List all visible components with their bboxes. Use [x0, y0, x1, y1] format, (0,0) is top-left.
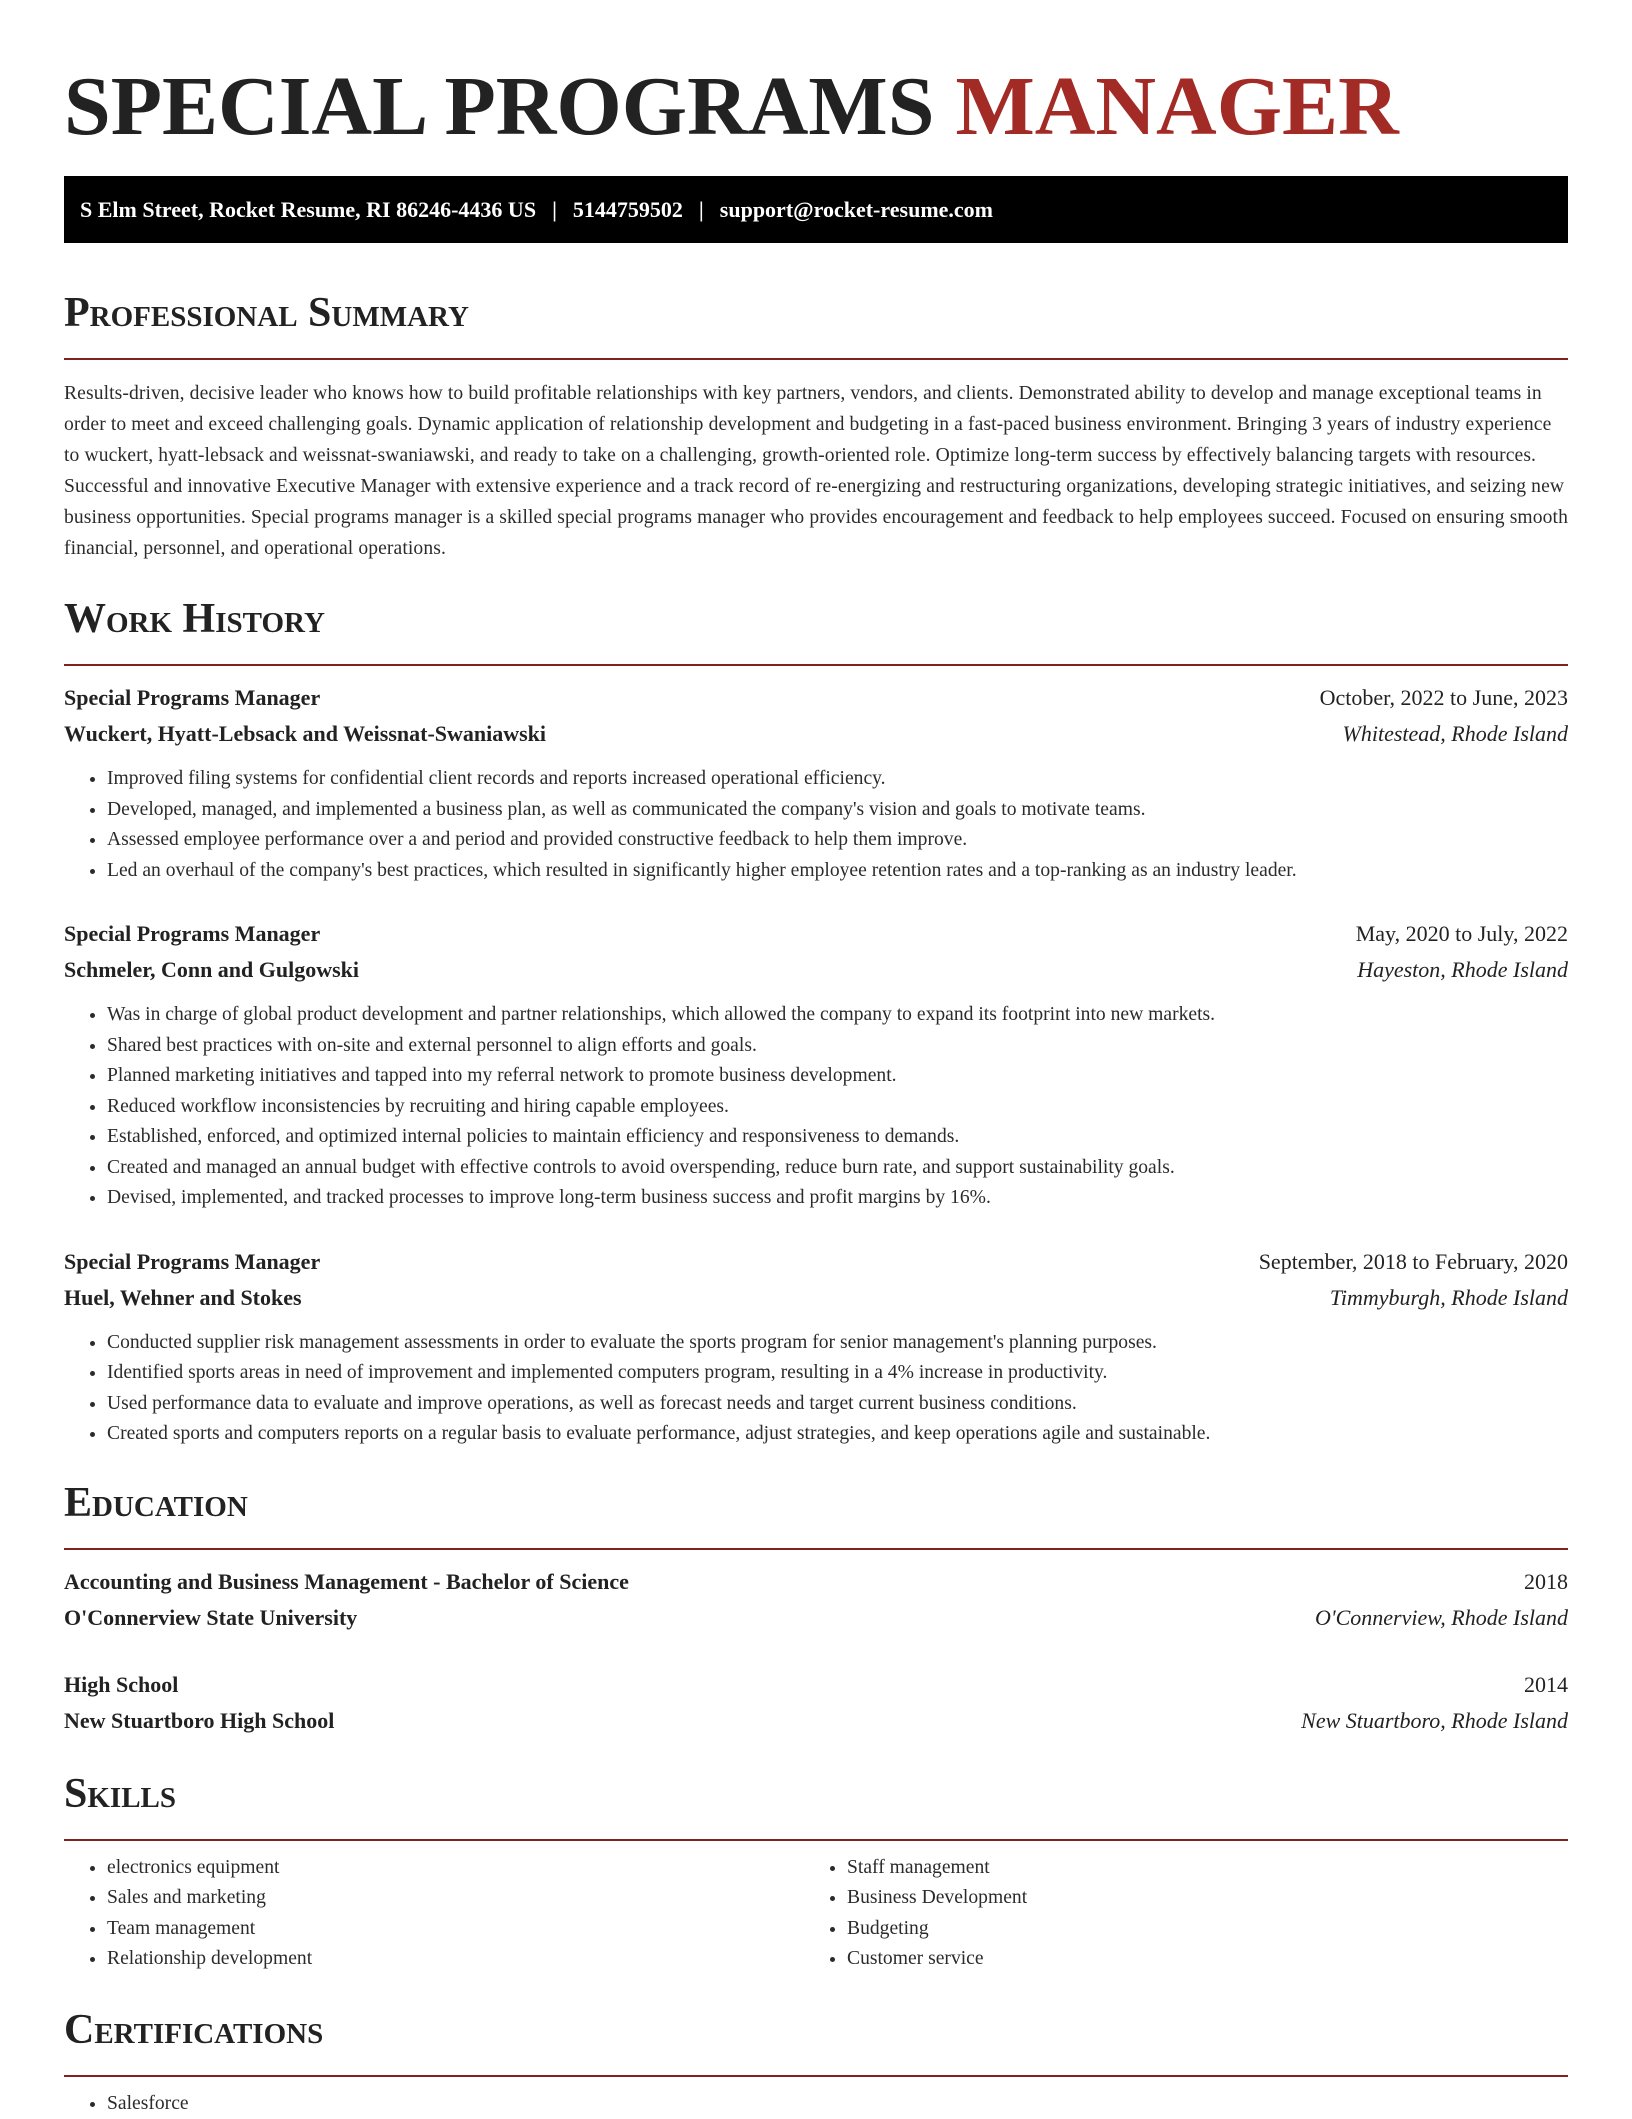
- list-item: • Created sports and computers reports on a regular basis to evaluate performance, adjust strategies, and keep operations agile and sustainable.: [107, 1419, 1568, 1450]
- education-subheader: [64, 1703, 1568, 1739]
- section-divider: [64, 1548, 1568, 1550]
- job-company: Wuckert, Hyatt-Lebsack and Weissnat-Swaniawski: [64, 716, 546, 752]
- section-divider: [64, 664, 1568, 666]
- list-item: • Salesforce: [107, 2089, 1568, 2119]
- education-year: 2014: [1524, 1667, 1568, 1703]
- list-item: • Conducted supplier risk management assessments in order to evaluate the sports program for senior management's planning purposes.: [107, 1328, 1568, 1359]
- job-entry: [64, 680, 1568, 886]
- education-entry: [64, 1667, 1568, 1739]
- education-section: [64, 1474, 1568, 1739]
- education-subheader: [64, 1600, 1568, 1636]
- list-item: • Developed, managed, and implemented a business plan, as well as communicated the company's vision and goals to motivate teams.: [107, 795, 1568, 826]
- list-item: • Devised, implemented, and tracked processes to improve long-term business success and profit margins by 16%.: [107, 1183, 1568, 1214]
- list-item: • Team management: [107, 1914, 804, 1945]
- title-main: SPECIAL PROGRAMS: [64, 60, 934, 153]
- education-year: 2018: [1524, 1564, 1568, 1600]
- section-divider: [64, 2075, 1568, 2077]
- list-item: • Led an overhaul of the company's best practices, which resulted in significantly higher employee retention rates and a top-ranking as an industry leader.: [107, 856, 1568, 887]
- list-item: • Customer service: [847, 1944, 1544, 1975]
- list-item: • Identified sports areas in need of improvement and implemented computers program, resulting in a 4% increase in productivity.: [107, 1358, 1568, 1389]
- job-company: Schmeler, Conn and Gulgowski: [64, 952, 359, 988]
- job-entry: [64, 1244, 1568, 1450]
- job-location: Timmyburgh, Rhode Island: [1330, 1280, 1568, 1316]
- education-header: [64, 1667, 1568, 1703]
- contact-bar: [64, 176, 1568, 243]
- list-item: • Reduced workflow inconsistencies by recruiting and hiring capable employees.: [107, 1092, 1568, 1123]
- resume-page: [64, 0, 1568, 2119]
- job-location: Hayeston, Rhode Island: [1357, 952, 1568, 988]
- section-title-summary: Professional Summary: [64, 284, 1568, 342]
- section-divider: [64, 358, 1568, 360]
- education-location: New Stuartboro, Rhode Island: [1301, 1703, 1568, 1739]
- summary-section: [64, 284, 1568, 564]
- list-item: • Business Development: [847, 1883, 1544, 1914]
- certifications-list: [64, 2089, 1568, 2119]
- education-school: O'Connerview State University: [64, 1600, 357, 1636]
- skills-section: [64, 1765, 1568, 1975]
- job-company: Huel, Wehner and Stokes: [64, 1280, 302, 1316]
- job-bullets: [64, 764, 1568, 886]
- job-subheader: [64, 1280, 1568, 1316]
- certifications-section: [64, 2001, 1568, 2119]
- list-item: • Created and managed an annual budget with effective controls to avoid overspending, reduce burn rate, and support sustainability goals.: [107, 1153, 1568, 1184]
- education-school: New Stuartboro High School: [64, 1703, 334, 1739]
- job-dates: May, 2020 to July, 2022: [1356, 916, 1568, 952]
- education-location: O'Connerview, Rhode Island: [1315, 1600, 1568, 1636]
- job-dates: October, 2022 to June, 2023: [1320, 680, 1568, 716]
- job-header: [64, 916, 1568, 952]
- contact-separator: |: [683, 197, 720, 222]
- job-header: [64, 680, 1568, 716]
- skills-list-left: [64, 1853, 804, 1975]
- job-header: [64, 1244, 1568, 1280]
- summary-text: Results-driven, decisive leader who knows how to build profitable relationships with key partners, vendors, and clients. Demonstrated ability to develop and manage exceptional teams in order to meet and exceed challenging goals. Dynamic application of relationship development and budgeting in a fast-paced business environment. Bringing 3 years of industry experience to wuckert, hyatt-lebsack and weissnat-swaniawski, and ready to take on a challenging, growth-oriented role. Optimize long-term success by effectively balancing targets with resources. Successful and innovative Executive Manager with extensive experience and a track record of re-energizing and restructuring organizations, developing strategic initiatives, and seizing new business opportunities. Special programs manager is a skilled special programs manager who provides encouragement and feedback to help employees succeed. Focused on ensuring smooth financial, personnel, and operational operations.: [64, 378, 1568, 564]
- job-role: Special Programs Manager: [64, 680, 320, 716]
- education-header: [64, 1564, 1568, 1600]
- section-title-education: Education: [64, 1474, 1568, 1532]
- list-item: • Assessed employee performance over a and period and provided constructive feedback to help them improve.: [107, 825, 1568, 856]
- job-location: Whitestead, Rhode Island: [1343, 716, 1568, 752]
- list-item: • electronics equipment: [107, 1853, 804, 1884]
- job-subheader: [64, 952, 1568, 988]
- resume-title: [64, 0, 1568, 156]
- list-item: • Budgeting: [847, 1914, 1544, 1945]
- skills-columns: [64, 1853, 1568, 1975]
- job-bullets: [64, 1328, 1568, 1450]
- job-subheader: [64, 716, 1568, 752]
- section-title-certifications: Certifications: [64, 2001, 1568, 2059]
- job-entry: [64, 916, 1568, 1214]
- job-role: Special Programs Manager: [64, 1244, 320, 1280]
- list-item: • Established, enforced, and optimized internal policies to maintain efficiency and responsiveness to demands.: [107, 1122, 1568, 1153]
- skills-list-right: [804, 1853, 1544, 1975]
- list-item: • Used performance data to evaluate and improve operations, as well as forecast needs and target current business conditions.: [107, 1389, 1568, 1420]
- contact-address: S Elm Street, Rocket Resume, RI 86246-4436 US: [80, 197, 536, 222]
- section-divider: [64, 1839, 1568, 1841]
- contact-email: support@rocket-resume.com: [720, 197, 993, 222]
- work-history-section: [64, 590, 1568, 1450]
- job-role: Special Programs Manager: [64, 916, 320, 952]
- section-title-skills: Skills: [64, 1765, 1568, 1823]
- job-dates: September, 2018 to February, 2020: [1259, 1244, 1568, 1280]
- title-accent: MANAGER: [955, 60, 1398, 153]
- list-item: • Sales and marketing: [107, 1883, 804, 1914]
- list-item: • Relationship development: [107, 1944, 804, 1975]
- section-title-work-history: Work History: [64, 590, 1568, 648]
- list-item: • Was in charge of global product development and partner relationships, which allowed the company to expand its footprint into new markets.: [107, 1000, 1568, 1031]
- list-item: • Improved filing systems for confidential client records and reports increased operational efficiency.: [107, 764, 1568, 795]
- education-entry: [64, 1564, 1568, 1636]
- education-degree: High School: [64, 1667, 178, 1703]
- list-item: • Staff management: [847, 1853, 1544, 1884]
- list-item: • Shared best practices with on-site and external personnel to align efforts and goals.: [107, 1031, 1568, 1062]
- list-item: • Planned marketing initiatives and tapped into my referral network to promote business development.: [107, 1061, 1568, 1092]
- contact-separator: |: [536, 197, 573, 222]
- job-bullets: [64, 1000, 1568, 1214]
- contact-phone: 5144759502: [573, 197, 683, 222]
- education-degree: Accounting and Business Management - Bachelor of Science: [64, 1564, 629, 1600]
